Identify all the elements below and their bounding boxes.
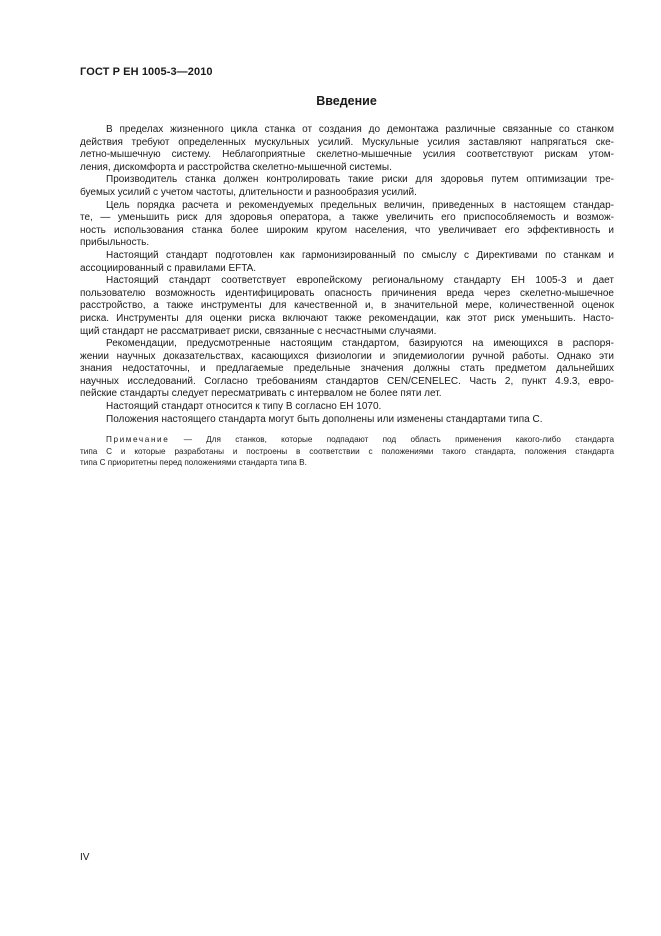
paragraph-line: В пределах жизненного цикла станка от создания до демонтажа различные связанные со станком bbox=[106, 124, 614, 135]
note-line: типа С приоритетны перед положениями стандарта типа В. bbox=[80, 458, 307, 468]
paragraph bbox=[80, 124, 614, 174]
section-title: Введение bbox=[316, 94, 377, 108]
paragraph-line: прибыльность. bbox=[80, 237, 150, 249]
note-label: Примечание bbox=[106, 435, 170, 445]
paragraph bbox=[80, 200, 614, 250]
paragraph bbox=[80, 414, 614, 427]
paragraph bbox=[80, 338, 614, 401]
paragraph-line: Производитель станка должен контролировать такие риски для здоровья путем оптимизации тре- bbox=[106, 174, 614, 186]
paragraph-line: пейские стандарты следует пересматривать с интервалом не более пяти лет. bbox=[80, 388, 442, 400]
paragraph-line: научных исследований. Согласно требованиям стандартов CEN/CENELEC. Часть 2, пункт 4.9.3, евро- bbox=[80, 375, 614, 387]
paragraph-line: риска. Инструменты для оценки риска включают также рекомендации, как этот риск уменьшить. Насто- bbox=[80, 312, 614, 324]
paragraph bbox=[80, 275, 614, 338]
paragraph-line: Положения настоящего стандарта могут быть дополнены или изменены стандартами типа С. bbox=[106, 413, 543, 425]
document-body bbox=[80, 124, 614, 469]
paragraph bbox=[80, 401, 614, 414]
paragraph-line: Рекомендации, предусмотренные настоящим стандартом, базируются на имеющихся в распоря- bbox=[106, 338, 614, 350]
note-line: типа С и которые разработаны и построены в соответствии с положениями такого стандарта, положения стандарта bbox=[80, 446, 614, 456]
paragraph-line: летно-мышечную систему. Неблагоприятные скелетно-мышечные усилия соответствуют рискам утом- bbox=[80, 149, 614, 161]
note-block bbox=[80, 434, 614, 469]
paragraph-line: Настоящий стандарт относится к типу В согласно ЕН 1070. bbox=[106, 401, 382, 413]
note-first-line bbox=[80, 434, 614, 446]
paragraph-line: щий стандарт не рассматривает риски, связанные с несчастными случаями. bbox=[80, 325, 437, 337]
document-code: ГОСТ Р ЕН 1005-3—2010 bbox=[80, 66, 213, 78]
paragraph-line: расстройство, а также инструменты для качественной и, в значительной мере, количественной оценок bbox=[80, 300, 614, 312]
paragraph-line: жении научных доказательствах, касающихся физиологии и эпидемиологии ручной работы. Однако эти bbox=[80, 350, 614, 362]
paragraph bbox=[80, 250, 614, 275]
paragraph bbox=[80, 174, 614, 199]
paragraph-line: Цель порядка расчета и рекомендуемых предельных величин, приведенных в настоящем стандар- bbox=[106, 199, 614, 211]
paragraph-line: ления, дискомфорта и расстройства скелетно-мышечной системы. bbox=[80, 161, 392, 173]
paragraph-line: знания недостаточны, и предлагаемые предельные значения должны стать предметом дальнейших bbox=[80, 363, 614, 375]
paragraph-line: Настоящий стандарт подготовлен как гармонизированный по смыслу с Директивами по станкам и bbox=[106, 249, 614, 261]
paragraph-line: пользователю возможность идентифицировать опасность причинения вреда через скелетно-мышечное bbox=[80, 287, 614, 299]
page-number: IV bbox=[80, 852, 90, 863]
note-text: — Для станков, которые подпадают под область применения какого-либо стандарта bbox=[183, 435, 614, 445]
paragraph-line: те, — уменьшить риск для здоровья оператора, а также увеличить его приспособляемость и возмож- bbox=[80, 212, 614, 224]
paragraph-line: ассоциированный с правилами EFTA. bbox=[80, 262, 257, 274]
paragraph-line: действия требуют определенных мускульных усилий. Мускульные усилия заставляют напрягаться ске- bbox=[80, 136, 614, 148]
paragraph-line: Настоящий стандарт соответствует европейскому региональному стандарту ЕН 1005-3 и дает bbox=[106, 275, 614, 287]
paragraph-line: ность использования станка более широким кругом населения, что увеличивает его эффективность и bbox=[80, 224, 614, 236]
paragraph-line: буемых усилий с учетом частоты, длительности и разнообразия усилий. bbox=[80, 186, 417, 198]
